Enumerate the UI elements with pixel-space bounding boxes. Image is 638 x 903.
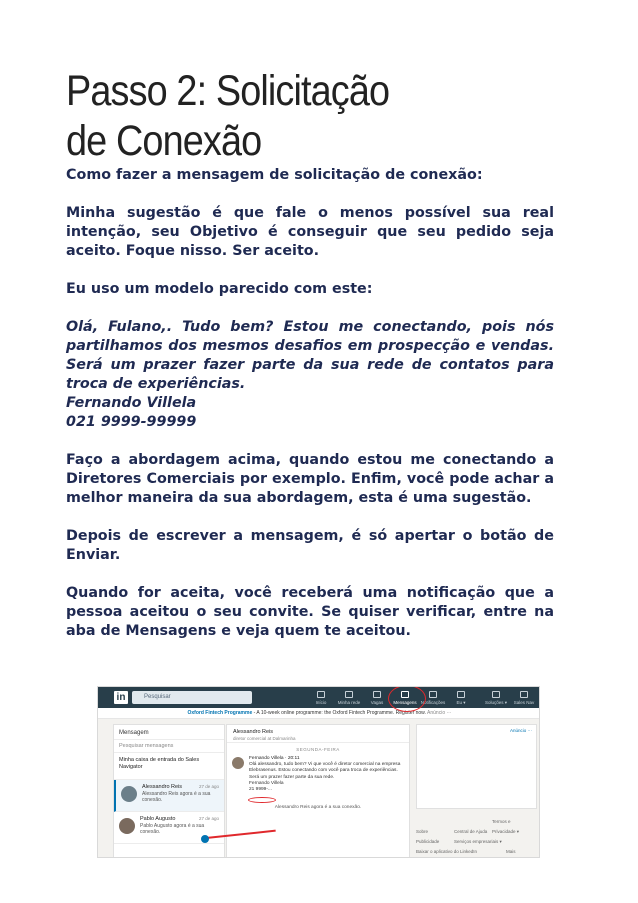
highlight-circle [388, 686, 426, 712]
title-line-2: de Conexão [66, 117, 262, 165]
messages-search-input[interactable]: Pesquisar mensagens [114, 740, 224, 753]
paragraph-suggestion: Minha sugestão é que fale o menos possível sua real intenção, seu Objetivo é conseguir que seu pedido seja aceito. Foque nisso. Ser aceito. [66, 205, 554, 259]
nav-solutions[interactable]: Soluções ▾ [483, 689, 509, 707]
avatar [232, 757, 244, 769]
nav-jobs[interactable]: Vagas [364, 689, 390, 707]
footer-link[interactable]: Termos e Privacidade ▾ [492, 819, 520, 834]
paragraph-send: Depois de escrever a mensagem, é só apertar o botão de Enviar. [66, 528, 554, 563]
nav-messages[interactable]: Mensagens [392, 689, 418, 707]
list-item[interactable]: Pablo Augusto 27 de ago Pablo Augusto agora é a sua conexão. [114, 812, 224, 844]
nav-network[interactable]: Minha rede [336, 689, 362, 707]
list-item[interactable]: Alessandro Reis 27 de ago Alessandro Reis agora é a sua conexão. [114, 780, 224, 812]
footer-link[interactable]: Serviços empresariais ▾ [454, 839, 502, 844]
footer-link[interactable]: Sobre [416, 829, 429, 834]
paragraph-approach: Faço a abordagem acima, quando estou me conectando a Diretores Comerciais por exemplo. Enfim, você pode achar a melhor maneira da sua abordagem, esta é uma sugestão. [66, 452, 554, 506]
paragraph-model-intro: Eu uso um modelo parecido com este: [66, 281, 373, 297]
article-body [66, 166, 554, 660]
footer-link[interactable]: Central de Ajuda [454, 829, 488, 834]
footer-links [416, 817, 537, 857]
compass-icon [520, 691, 528, 698]
conversation-date: SEGUNDA-FEIRA [296, 747, 340, 752]
paragraph-intro: Como fazer a mensagem de solicitação de conexão: [66, 167, 483, 183]
nav-sales-nav[interactable]: Sales Nav [511, 689, 537, 707]
grid-icon [492, 691, 500, 698]
ad-label: Anúncio ··· [509, 728, 532, 733]
message-bubble: Fernando Villela · 20:11 Olá alessandro, tudo bem? Vi que você é diretor comercial na empresa Elebrasenus. Estou conectando com você para troca de experiências. Será um prazer fazer parte da sua rede. Fernando Villela 21 9999-... [227, 752, 409, 793]
conversation-panel [226, 724, 410, 858]
signature-phone: 021 9999-99999 [66, 414, 197, 430]
highlight-underline [248, 797, 276, 803]
sales-navigator-inbox[interactable]: Minha caixa de entrada do Sales Navigator [114, 753, 224, 780]
briefcase-icon [373, 691, 381, 698]
nav-home[interactable]: Início [308, 689, 334, 707]
avatar [121, 786, 137, 802]
paragraph-quote: Olá, Fulano,. Tudo bem? Estou me conectando, pois nós partilhamos dos mesmos desafios em prospecção e vendas. Será um prazer fazer parte da sua rede de contatos para troca de experiências. [66, 319, 554, 392]
nav-notifications[interactable]: Notificações [420, 689, 446, 707]
avatar-icon [457, 691, 465, 698]
network-icon [345, 691, 353, 698]
ad-panel [416, 724, 537, 809]
promo-banner[interactable]: Oxford Fintech Programme - A 10-week online programme: the Oxford Fintech Programme. Register now. Anúncio ··· [98, 708, 540, 719]
connection-notice: Alessandro Reis agora é a sua conexão. [274, 805, 362, 811]
notification-dot [201, 835, 209, 843]
footer-link[interactable]: Mais [506, 849, 516, 854]
footer-link[interactable]: Publicidade [416, 839, 440, 844]
linkedin-logo: in [114, 691, 128, 704]
linkedin-topbar [98, 687, 540, 708]
title-line-1: Passo 2: Solicitação [66, 67, 390, 115]
conversation-header: Alessandro Reis diretor comercial at Dalmarinha [227, 725, 409, 743]
signature-name: Fernando Villela [66, 395, 197, 411]
footer-link[interactable]: Baixar o aplicativo do LinkedIn [416, 849, 478, 854]
linkedin-screenshot [97, 686, 540, 858]
paragraph-accepted: Quando for aceita, você receberá uma notificação que a pessoa aceitou o seu convite. Se quiser verificar, entre na aba de Mensagens e veja quem te aceitou. [66, 585, 554, 639]
messages-title: Mensagem [114, 725, 224, 740]
search-input[interactable]: Pesquisar [132, 691, 252, 704]
avatar [119, 818, 135, 834]
home-icon [317, 691, 325, 698]
page-title [66, 66, 506, 166]
nav-me[interactable]: Eu ▾ [448, 689, 474, 707]
bell-icon [429, 691, 437, 698]
